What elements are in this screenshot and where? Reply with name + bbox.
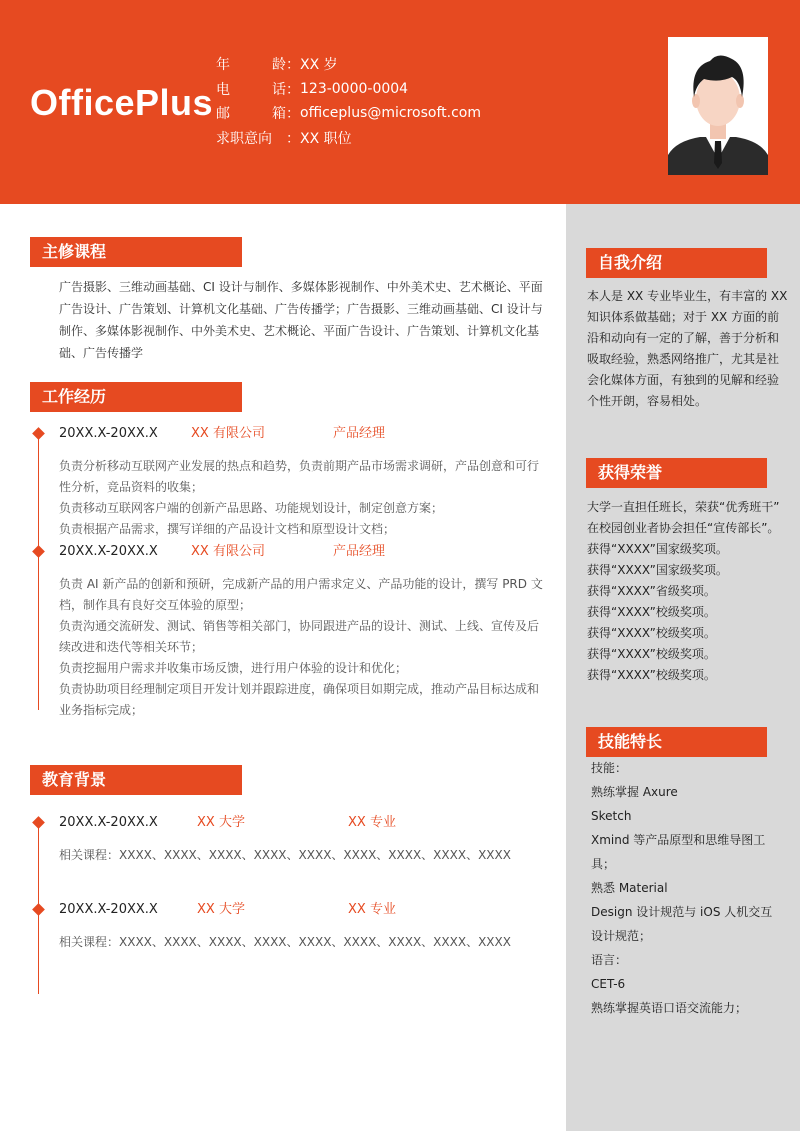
info-row-job-intent: 求职意向 ： XX 职位 xyxy=(216,126,481,151)
info-value-age: XX 岁 xyxy=(300,57,338,74)
edu-header xyxy=(59,900,549,920)
section-title-work: 工作经历 xyxy=(30,382,242,412)
info-row-age: 年 龄 ： XX 岁 xyxy=(216,52,481,77)
job-description: 负责分析移动互联网产业发展的热点和趋势，负责前期产品市场需求调研，产品创意和可行 性分析，竞品资料的收集； 负责移动互联网客户端的创新产品思路、功能规划设计，制定创意方案； 负责根据产品需求，撰写详细的产品设计文档和原型设计文档； xyxy=(59,459,540,536)
job-company: XX 有限公司 xyxy=(191,544,265,559)
edu-school: XX 大学 xyxy=(197,902,245,917)
section-title-courses: 主修课程 xyxy=(30,237,242,267)
self-intro-text: 本人是 XX 专业毕业生，有丰富的 XX 知识体系做基础；对于 XX 方面的前 沿和动向有一定的了解，善于分析和 吸取经验，熟悉网络推广，尤其是社 会化媒体方面，有独到的见解和经验 个性开朗，容易相处。 xyxy=(587,289,788,408)
work-timeline-line xyxy=(38,430,39,710)
edu-school: XX 大学 xyxy=(197,815,245,830)
honors-list: 大学一直担任班长，荣获“优秀班干” 在校园创业者协会担任“宣传部长”。 获得“XXXX”国家级奖项。 获得“XXXX”国家级奖项。 获得“XXXX”省级奖项。 获得“XXXX”校级奖项。 获得“XXXX”校级奖项。 获得“XXXX”校级奖项。 获得“XXXX”校级奖项。 xyxy=(587,500,780,682)
info-value-phone: 123-0000-0004 xyxy=(300,80,409,97)
info-row-email: 邮 箱 ： officeplus@microsoft.com xyxy=(216,105,481,123)
edu-date: 20XX.X-20XX.X xyxy=(59,902,158,917)
edu-courses: 相关课程：XXXX、XXXX、XXXX、XXXX、XXXX、XXXX、XXXX、XXXX、XXXX xyxy=(59,848,511,862)
job-header xyxy=(59,542,549,562)
job-role: 产品经理 xyxy=(333,426,386,441)
section-title-honors: 获得荣誉 xyxy=(586,458,767,488)
timeline-marker xyxy=(32,816,45,829)
info-label: 求职意向 xyxy=(216,130,272,147)
info-row-phone: 电 话 ： 123-0000-0004 xyxy=(216,80,409,98)
profile-photo xyxy=(668,37,768,175)
info-label: 邮 箱 xyxy=(216,106,286,123)
timeline-marker xyxy=(32,545,45,558)
brand-logo-text: OfficePlus xyxy=(30,82,214,123)
edu-date: 20XX.X-20XX.X xyxy=(59,815,158,830)
section-title-education: 教育背景 xyxy=(30,765,242,795)
timeline-marker xyxy=(32,427,45,440)
job-role: 产品经理 xyxy=(333,544,386,559)
info-label: 年 龄 xyxy=(216,57,286,74)
section-title-skills: 技能特长 xyxy=(586,727,767,757)
edu-major: XX 专业 xyxy=(348,902,396,917)
job-company: XX 有限公司 xyxy=(191,426,265,441)
edu-major: XX 专业 xyxy=(348,815,396,830)
timeline-marker xyxy=(32,903,45,916)
info-label: 电 话 xyxy=(216,81,286,98)
job-date: 20XX.X-20XX.X xyxy=(59,426,158,441)
info-value-job-intent: XX 职位 xyxy=(300,130,352,147)
edu-courses: 相关课程：XXXX、XXXX、XXXX、XXXX、XXXX、XXXX、XXXX、XXXX、XXXX xyxy=(59,935,511,949)
skills-list: 技能： 熟练掌握 Axure Sketch Xmind 等产品原型和思维导图工 具； 熟悉 Material Design 设计规范与 iOS 人机交互 设计规范； 语言： CET-6 熟练掌握英语口语交流能力； xyxy=(591,761,773,1015)
edu-header xyxy=(59,813,549,833)
courses-text: 广告摄影、三维动画基础、CI 设计与制作、多媒体影视制作、中外美术史、艺术概论、平面 广告设计、广告策划、计算机文化基础、广告传播学；广告摄影、三维动画基础、CI 设计与 制作、多媒体影视制作、中外美术史、艺术概论、平面广告设计、广告策划、计算机文化基 础、广告传播学 xyxy=(59,280,543,360)
job-description: 负责 AI 新产品的创新和预研，完成新产品的用户需求定义、产品功能的设计，撰写 PRD 文 档，制作具有良好交互体验的原型； 负责沟通交流研发、测试、销售等相关部门，协同跟进产品的设计、测试、上线、宣传及后 续改进和迭代等相关环节； 负责挖掘用户需求并收集市场反馈，进行用户体验的设计和优化； 负责协助项目经理制定项目开发计划并跟踪进度，确保项目如期完成，推动产品目标达成和 业务指标完成； xyxy=(59,577,543,717)
job-header xyxy=(59,424,549,444)
info-value-email: officeplus@microsoft.com xyxy=(300,105,481,122)
job-date: 20XX.X-20XX.X xyxy=(59,544,158,559)
personal-info xyxy=(216,52,481,150)
section-title-self-intro: 自我介绍 xyxy=(586,248,767,278)
avatar-illustration xyxy=(668,37,768,175)
